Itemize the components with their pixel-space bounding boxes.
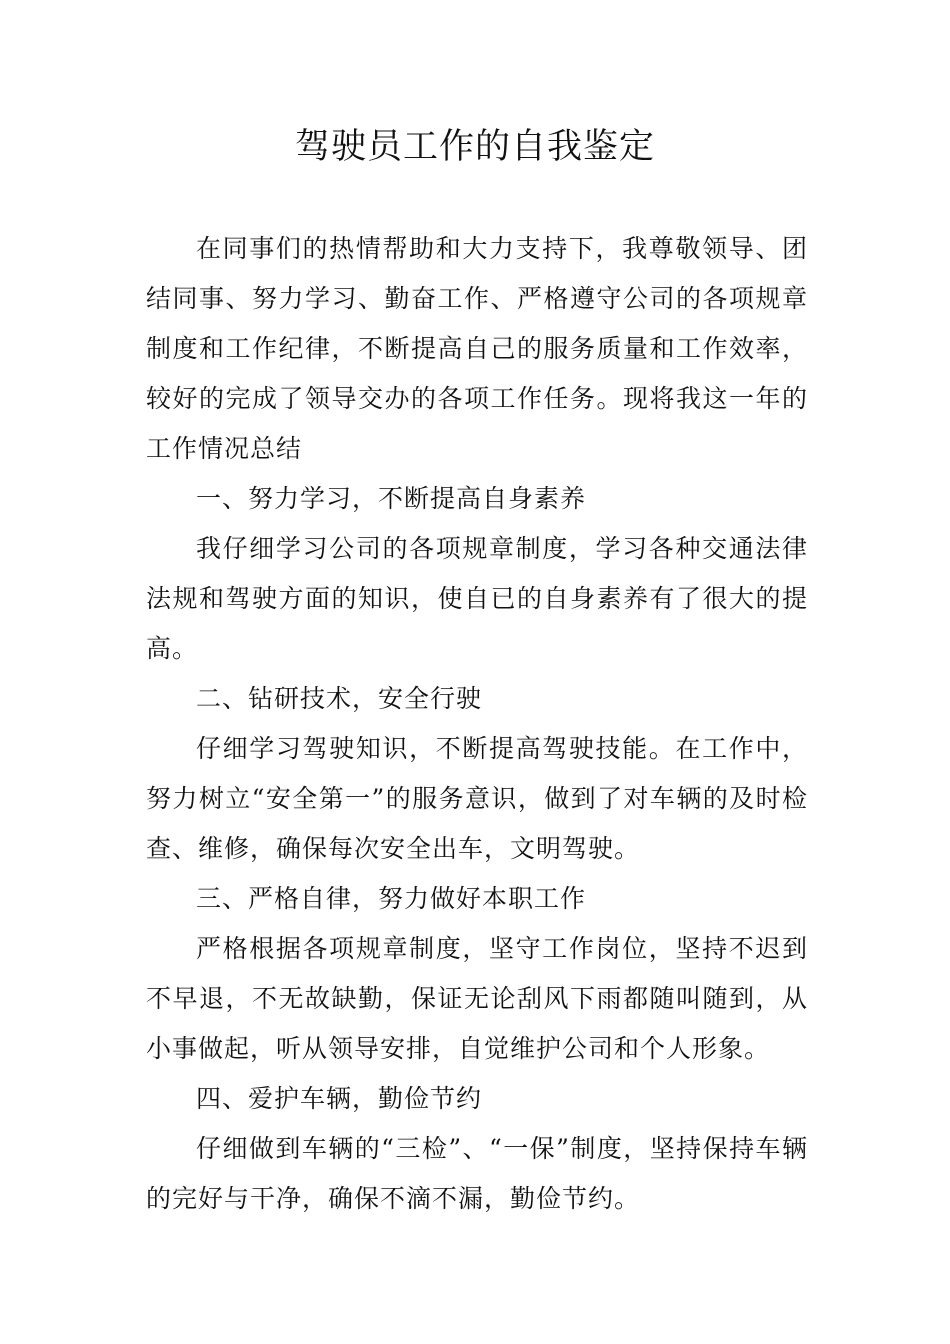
section-heading-1: 一、努力学习，不断提高自身素养 (196, 484, 587, 513)
section-body-2: 仔细学习驾驶知识，不断提高驾驶技能。在工作中，努力树立“安全第一”的服务意识，做到了对车辆的及时检查、维修，确保每次安全出车，文明驾驶。 (146, 734, 808, 863)
intro-paragraph: 在同事们的热情帮助和大力支持下，我尊敬领导、团结同事、努力学习、勤奋工作、严格遵守公司的各项规章制度和工作纪律，不断提高自己的服务质量和工作效率，较好的完成了领导交办的各项工作任务。现将我这一年的工作情况总结 (146, 234, 808, 463)
section-heading-4: 四、爱护车辆，勤俭节约 (196, 1084, 483, 1113)
section-heading-3: 三、严格自律，努力做好本职工作 (196, 884, 587, 913)
section-body-4: 仔细做到车辆的“三检”、“一保”制度，坚持保持车辆的完好与干净，确保不滴不漏，勤俭节约。 (146, 1134, 808, 1213)
section-body-3: 严格根据各项规章制度，坚守工作岗位，坚持不迟到不早退，不无故缺勤，保证无论刮风下雨都随叫随到，从小事做起，听从领导安排，自觉维护公司和个人形象。 (146, 934, 808, 1063)
document-title: 驾驶员工作的自我鉴定 (294, 127, 655, 167)
document-body (146, 224, 808, 1224)
section-body-1: 我仔细学习公司的各项规章制度，学习各种交通法律法规和驾驶方面的知识，使自已的自身素养有了很大的提高。 (146, 534, 808, 663)
section-heading-2: 二、钻研技术，安全行驶 (196, 684, 483, 713)
